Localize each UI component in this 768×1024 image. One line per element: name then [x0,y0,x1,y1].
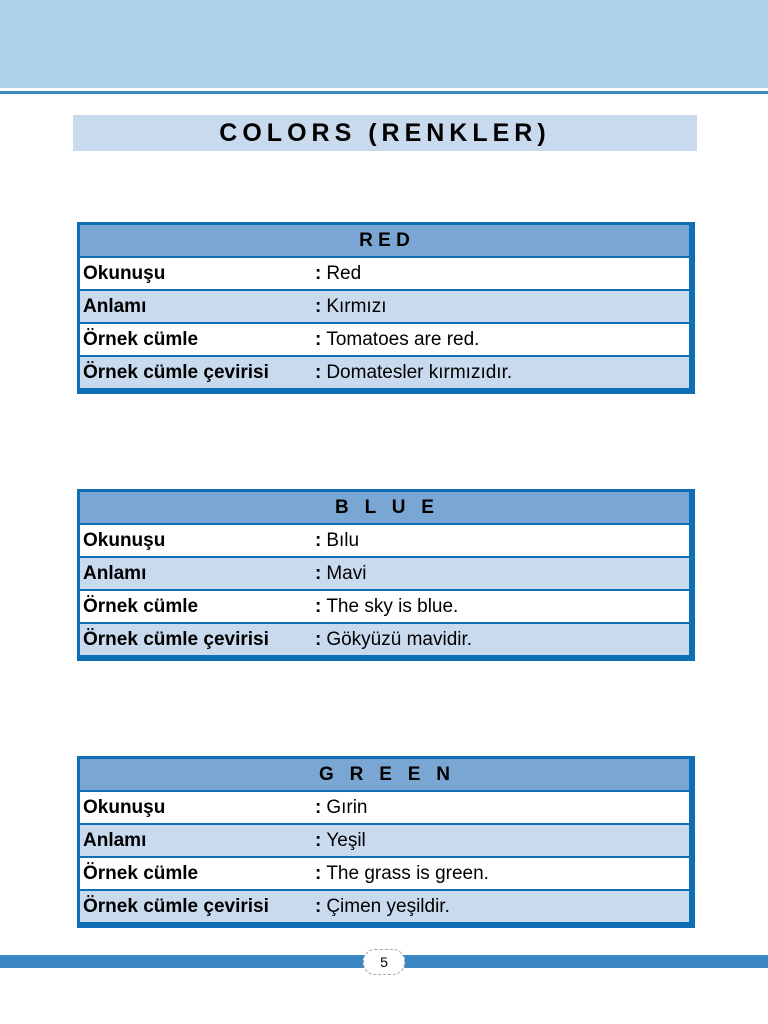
table-row [80,591,689,624]
row-label: Örnek cümle çevirisi [83,628,269,650]
row-value: Domatesler kırmızıdır. [326,361,513,383]
row-colon: : [315,262,322,284]
row-value: Mavi [326,562,367,584]
table-row [80,825,689,858]
row-colon: : [315,895,322,917]
vocab-table-red [77,222,695,394]
row-label: Örnek cümle [83,595,199,617]
row-value: Bılu [326,529,360,551]
table-row [80,258,689,291]
header-divider [0,91,768,94]
row-colon: : [315,529,322,551]
table-row [80,291,689,324]
table-heading: G R E E N [80,759,689,792]
row-value: The grass is green. [326,862,489,884]
row-colon: : [315,361,322,383]
row-label: Örnek cümle çevirisi [83,895,269,917]
row-colon: : [315,562,322,584]
row-value: Çimen yeşildir. [326,895,450,917]
table-row [80,558,689,591]
row-value: Kırmızı [326,295,387,317]
table-row [80,324,689,357]
page-number: 5 [363,949,405,975]
row-colon: : [315,862,322,884]
row-label: Örnek cümle [83,862,199,884]
row-value: Gırin [326,796,368,818]
vocab-table-blue [77,489,695,661]
row-value: The sky is blue. [326,595,459,617]
row-colon: : [315,295,322,317]
row-value: Red [326,262,362,284]
page-title: COLORS (RENKLER) [219,118,551,147]
table-row [80,891,689,922]
table-row [80,357,689,388]
row-label: Anlamı [83,562,147,584]
vocab-table-green [77,756,695,928]
table-row [80,792,689,825]
row-label: Anlamı [83,295,147,317]
table-row [80,624,689,655]
row-colon: : [315,328,322,350]
row-label: Anlamı [83,829,147,851]
table-row [80,858,689,891]
header-band [0,0,768,88]
row-label: Örnek cümle çevirisi [83,361,269,383]
row-colon: : [315,595,322,617]
row-label: Okunuşu [83,529,166,551]
table-heading: B L U E [80,492,689,525]
title-banner [73,115,697,151]
row-value: Tomatoes are red. [326,328,480,350]
row-value: Gökyüzü mavidir. [326,628,473,650]
row-colon: : [315,628,322,650]
row-label: Okunuşu [83,262,166,284]
table-heading: R E D [80,225,689,258]
row-colon: : [315,829,322,851]
table-row [80,525,689,558]
row-value: Yeşil [326,829,366,851]
row-label: Okunuşu [83,796,166,818]
row-colon: : [315,796,322,818]
row-label: Örnek cümle [83,328,199,350]
